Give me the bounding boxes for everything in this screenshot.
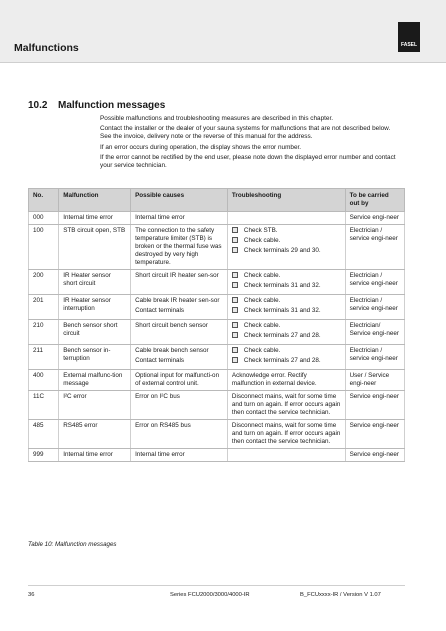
cause-text: Error on I²C bus — [135, 393, 180, 400]
error-number-cell — [29, 420, 59, 449]
table-row — [29, 449, 405, 462]
checkbox-bullet-icon — [232, 347, 238, 353]
causes-cell — [131, 225, 228, 270]
check-text: Check terminals 31 and 32. — [243, 307, 321, 314]
error-number-cell — [29, 345, 59, 370]
check-text: Check terminals 27 and 28. — [243, 357, 321, 364]
check-text: Check cable. — [243, 347, 281, 354]
error-number: 200 — [33, 272, 44, 279]
troubleshooting-cell — [227, 270, 345, 295]
carried-out-by-text: Service engi-neer — [349, 393, 399, 400]
malfunction-cell — [59, 391, 131, 420]
checkbox-bullet-icon — [232, 297, 238, 303]
error-number: 11C — [33, 393, 45, 400]
check-item — [232, 347, 341, 355]
checkbox-bullet-icon — [232, 332, 238, 338]
checkbox-bullet-icon — [232, 282, 238, 288]
troubleshooting-cell — [227, 320, 345, 345]
section-title — [28, 100, 165, 111]
checkbox-bullet-icon — [232, 247, 238, 253]
error-number-cell — [29, 449, 59, 462]
causes-cell — [131, 212, 228, 225]
error-number: 201 — [33, 297, 44, 304]
intro-text — [100, 115, 400, 172]
check-item — [232, 357, 341, 365]
error-number: 485 — [33, 422, 44, 429]
footer-doc-version: B_FCUxxxx-IR / Version V 1.07 — [300, 592, 381, 598]
malfunction-cell — [59, 295, 131, 320]
intro-paragraph: Contact the installer or the dealer of your sauna systems for malfunctions that are not described below. See the invoice, delivery note or the reverse of this manual for the address. — [100, 125, 391, 141]
malfunction-text: STB circuit open, STB — [63, 227, 126, 234]
check-item — [232, 237, 341, 245]
carried-out-by-cell — [345, 449, 404, 462]
troubleshooting-cell — [227, 449, 345, 462]
section-title-text: Malfunction messages — [58, 100, 166, 111]
page-header — [0, 0, 446, 63]
troubleshooting-text: Disconnect mains, wait for some time and turn on again. If error occurs again then contact the service technician. — [231, 422, 341, 445]
check-item — [232, 322, 341, 330]
check-item — [232, 247, 341, 255]
causes-cell — [131, 345, 228, 370]
check-item — [232, 227, 341, 235]
malfunction-text: Bench sensor short circuit — [63, 322, 118, 337]
table-row — [29, 270, 405, 295]
error-number: 999 — [33, 451, 44, 458]
error-number-cell — [29, 391, 59, 420]
troubleshooting-text: Acknowledge error. Rectify malfunction in external device. — [231, 372, 317, 387]
table-row — [29, 225, 405, 270]
intro-paragraph: If an error occurs during operation, the display shows the error number. — [100, 143, 302, 151]
error-number-cell — [29, 212, 59, 225]
carried-out-by-cell — [345, 212, 404, 225]
cause-text: Cable break IR heater sen-sor — [135, 297, 220, 304]
cause-text: Short circuit bench sensor — [135, 322, 208, 329]
error-number: 210 — [33, 322, 44, 329]
malfunction-cell — [59, 225, 131, 270]
malfunction-cell — [59, 449, 131, 462]
table-row — [29, 420, 405, 449]
error-number: 400 — [33, 372, 44, 379]
column-header: Troubleshooting — [227, 189, 345, 212]
check-text: Check cable. — [243, 272, 281, 279]
check-text: Check terminals 31 and 32. — [243, 282, 321, 289]
page-header-title: Malfunctions — [14, 42, 79, 54]
troubleshooting-cell — [227, 391, 345, 420]
malfunction-table — [28, 188, 405, 462]
malfunction-text: Internal time error — [63, 214, 113, 221]
table-row — [29, 212, 405, 225]
table-row — [29, 370, 405, 391]
page-number: 36 — [28, 592, 35, 598]
cause-text: Error on RS485 bus — [135, 422, 191, 429]
carried-out-by-cell — [345, 420, 404, 449]
carried-out-by-cell — [345, 345, 404, 370]
carried-out-by-text: User / Service engi-neer — [349, 372, 390, 387]
cause-text: Internal time error — [135, 214, 185, 221]
error-number: 000 — [33, 214, 44, 221]
column-header: Malfunction — [59, 189, 131, 212]
troubleshooting-cell — [227, 212, 345, 225]
cause-text: Internal time error — [135, 451, 185, 458]
troubleshooting-cell — [227, 225, 345, 270]
malfunction-cell — [59, 320, 131, 345]
malfunction-text: Bench sensor in-terruption — [63, 347, 111, 362]
causes-cell — [131, 270, 228, 295]
cause-text: Contact terminals — [135, 357, 185, 364]
check-item — [232, 272, 341, 280]
malfunction-text: IR Heater sensor interruption — [63, 297, 111, 312]
carried-out-by-text: Electrician/ Service engi-neer — [349, 322, 399, 337]
troubleshooting-cell — [227, 345, 345, 370]
carried-out-by-cell — [345, 225, 404, 270]
fasel-logo: FASEL — [398, 22, 420, 52]
check-item — [232, 282, 341, 290]
malfunction-cell — [59, 420, 131, 449]
cause-text: Optional input for malfuncti-on of external control unit. — [135, 372, 220, 387]
cause-text: The connection to the safety temperature limiter (STB) is broken or the thermal fuse was destroyed by very high temperature. — [135, 227, 222, 266]
table-row — [29, 345, 405, 370]
intro-paragraph: If the error cannot be rectified by the end user, please note down the displayed error number and contact your service technician. — [100, 153, 396, 170]
troubleshooting-text: Disconnect mains, wait for some time and turn on again. If error occurs again then contact the service technician. — [231, 393, 341, 416]
error-number: 211 — [33, 347, 44, 354]
carried-out-by-text: Service engi-neer — [349, 451, 399, 458]
carried-out-by-text: Electrician / service engi-neer — [349, 227, 398, 242]
check-text: Check cable. — [243, 297, 281, 304]
carried-out-by-text: Electrician / service engi-neer — [349, 347, 398, 362]
carried-out-by-text: Electrician / service engi-neer — [349, 272, 398, 287]
checkbox-bullet-icon — [232, 272, 238, 278]
cause-text: Short circuit IR heater sen-sor — [135, 272, 219, 279]
carried-out-by-text: Service engi-neer — [349, 214, 399, 221]
error-number-cell — [29, 370, 59, 391]
causes-cell — [131, 295, 228, 320]
error-number: 100 — [33, 227, 44, 234]
check-text: Check STB. — [243, 227, 278, 234]
troubleshooting-cell — [227, 295, 345, 320]
causes-cell — [131, 420, 228, 449]
checkbox-bullet-icon — [232, 227, 238, 233]
carried-out-by-cell — [345, 320, 404, 345]
checkbox-bullet-icon — [232, 322, 238, 328]
column-header: To be carried out by — [345, 189, 404, 212]
table-row — [29, 295, 405, 320]
malfunction-text: Internal time error — [63, 451, 113, 458]
malfunction-text: IR Heater sensor short circuit — [63, 272, 111, 287]
footer-divider — [28, 585, 405, 586]
section-number: 10.2 — [28, 100, 48, 111]
checkbox-bullet-icon — [232, 307, 238, 313]
malfunction-cell — [59, 270, 131, 295]
carried-out-by-cell — [345, 391, 404, 420]
checkbox-bullet-icon — [232, 237, 238, 243]
cause-text: Cable break bench sensor — [135, 347, 209, 354]
malfunction-text: I²C error — [63, 393, 87, 400]
footer-series: Series FCU2000/3000/4000-IR — [170, 592, 250, 598]
malfunction-cell — [59, 370, 131, 391]
causes-cell — [131, 391, 228, 420]
table-caption: Table 10: Malfunction messages — [28, 541, 117, 548]
column-header: No. — [29, 189, 59, 212]
carried-out-by-cell — [345, 270, 404, 295]
check-text: Check terminals 29 and 30. — [243, 247, 321, 254]
checkbox-bullet-icon — [232, 357, 238, 363]
check-text: Check cable. — [243, 237, 281, 244]
causes-cell — [131, 320, 228, 345]
troubleshooting-cell — [227, 420, 345, 449]
check-text: Check terminals 27 and 28. — [243, 332, 321, 339]
malfunction-cell — [59, 212, 131, 225]
intro-paragraph: Possible malfunctions and troubleshooting measures are described in this chapter. — [100, 115, 334, 122]
error-number-cell — [29, 295, 59, 320]
causes-cell — [131, 449, 228, 462]
error-number-cell — [29, 225, 59, 270]
table-header-row — [29, 189, 405, 212]
table-row — [29, 320, 405, 345]
carried-out-by-text: Service engi-neer — [349, 422, 399, 429]
carried-out-by-cell — [345, 370, 404, 391]
troubleshooting-cell — [227, 370, 345, 391]
check-text: Check cable. — [243, 322, 281, 329]
check-item — [232, 297, 341, 305]
malfunction-cell — [59, 345, 131, 370]
table-body — [29, 212, 405, 462]
error-number-cell — [29, 320, 59, 345]
cause-text: Contact terminals — [135, 307, 185, 314]
carried-out-by-text: Electrician / service engi-neer — [349, 297, 398, 312]
error-number-cell — [29, 270, 59, 295]
check-item — [232, 307, 341, 315]
malfunction-text: RS485 error — [63, 422, 98, 429]
malfunction-text: External malfunc-tion message — [63, 372, 123, 387]
column-header: Possible causes — [131, 189, 228, 212]
table-row — [29, 391, 405, 420]
check-item — [232, 332, 341, 340]
carried-out-by-cell — [345, 295, 404, 320]
causes-cell — [131, 370, 228, 391]
